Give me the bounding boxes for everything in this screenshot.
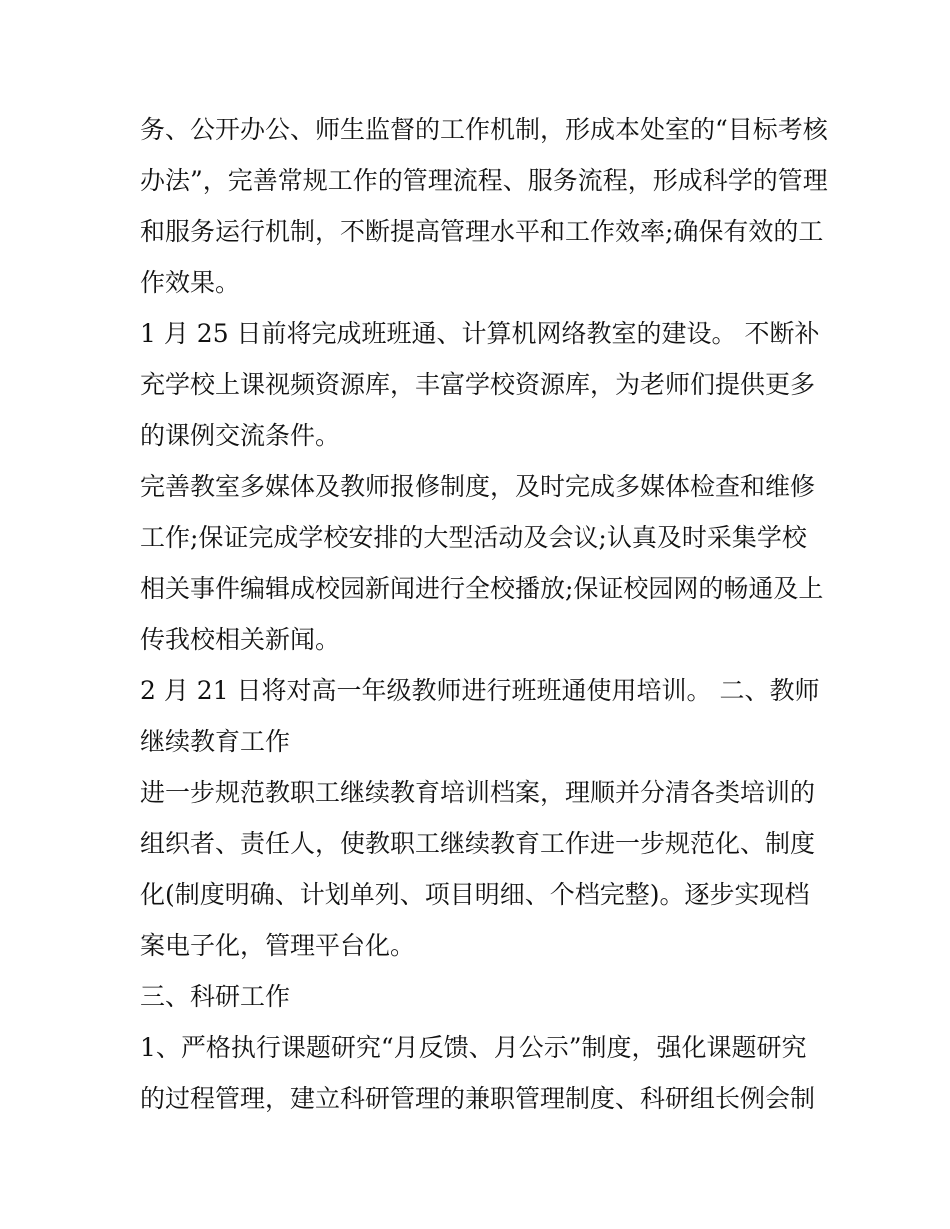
- paragraph-classroom-construction: 1 月 25 日前将完成班班通、计算机网络教室的建设。 不断补充学校上课视频资源库，丰富学校资源库，为老师们提供更多的课例交流条件。: [140, 319, 820, 450]
- paragraph-research-management: 1、严格执行课题研究“月反馈、月公示”制度，强化课题研究的过程管理，建立科研管理的兼职管理制度、科研组长例会制: [140, 1033, 816, 1113]
- document-page: [140, 104, 830, 1124]
- section-heading-research: 三、科研工作: [140, 982, 291, 1011]
- paragraph-multimedia-maintenance: 完善教室多媒体及教师报修制度，及时完成多媒体检查和维修工作;保证完成学校安排的大型活动及会议;认真及时采集学校相关事件编辑成校园新闻进行全校播放;保证校园网的畅通及上传我校相关新闻。: [140, 472, 824, 654]
- paragraph-education-archives: 进一步规范教职工继续教育培训档案，理顺并分清各类培训的组织者、责任人，使教职工继续教育工作进一步规范化、制度化(制度明确、计划单列、项目明细、个档完整)。逐步实现档案电子化，管理平台化。: [140, 778, 816, 960]
- paragraph-mechanism: 务、公开办公、师生监督的工作机制，形成本处室的“目标考核办法”，完善常规工作的管理流程、服务流程，形成科学的管理和服务运行机制，不断提高管理水平和工作效率;确保有效的工作效果。: [140, 115, 828, 297]
- paragraph-teacher-training: 2 月 21 日将对高一年级教师进行班班通使用培训。 二、教师继续教育工作: [140, 676, 820, 756]
